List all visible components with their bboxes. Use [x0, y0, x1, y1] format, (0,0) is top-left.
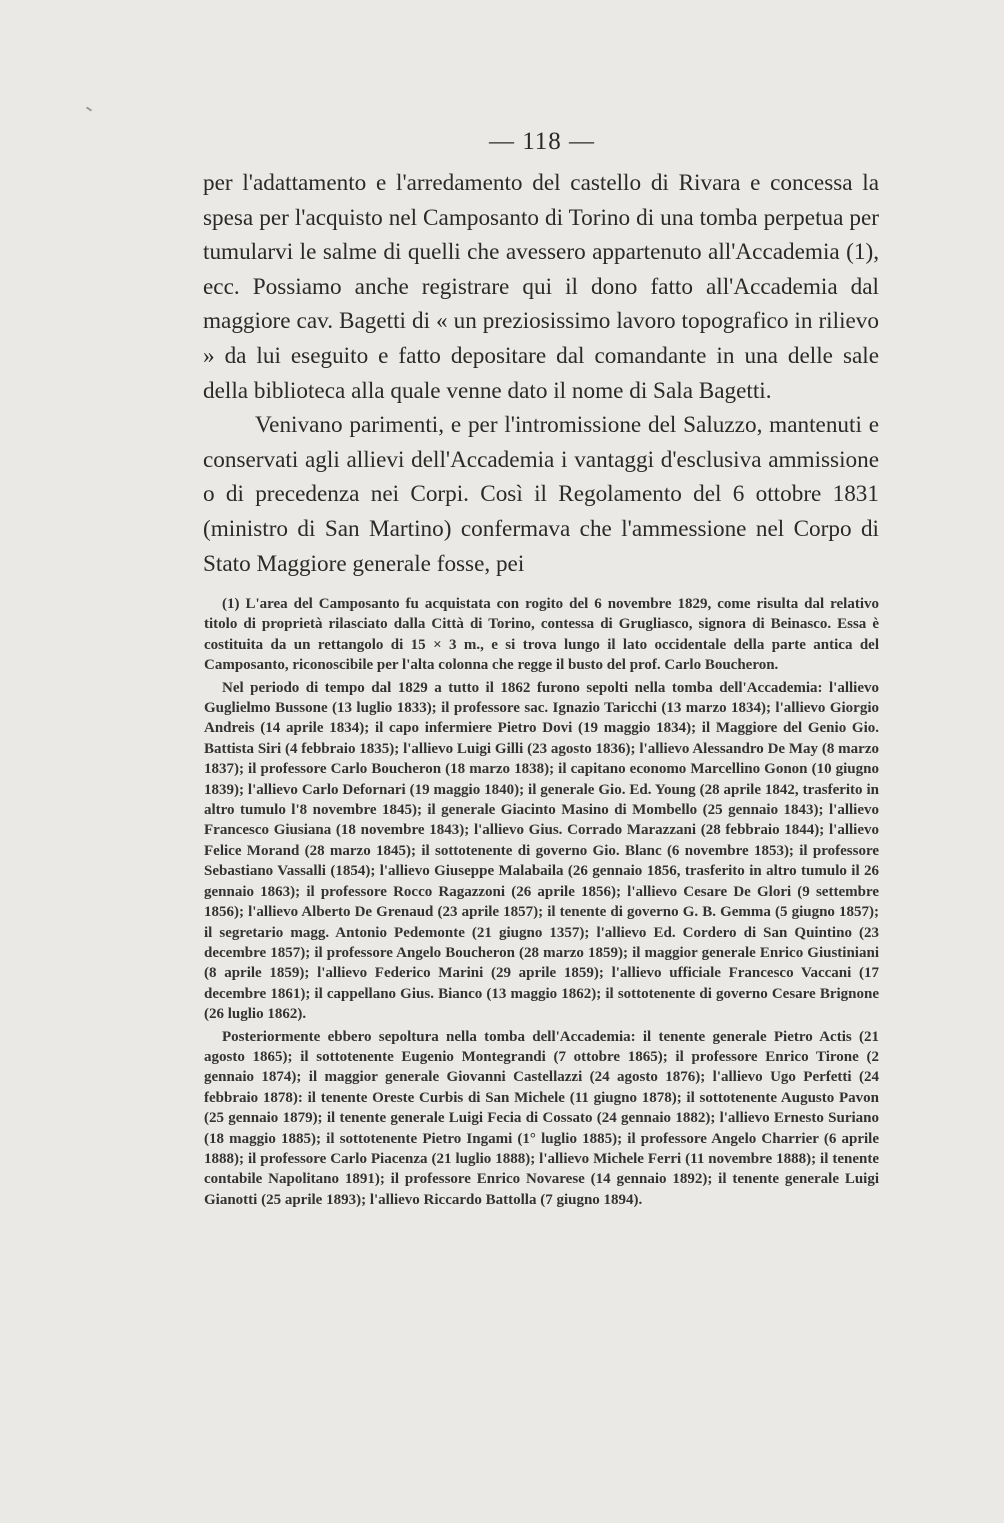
scan-speck — [86, 106, 92, 111]
main-paragraph-1: per l'adattamento e l'arredamento del castello di Rivara e concessa la spesa per l'acquisto nel Camposanto di Torino di una tomba perpetua per tumularvi le salme di quelli che avessero appartenuto all'Accademia (1), ecc. Possiamo anche registrare qui il dono fatto all'Accademia dal maggiore cav. Bagetti di « un preziosissimo lavoro topografico in rilievo » da lui eseguito e fatto depositare dal comandante in una delle sale della biblioteca alla quale venne dato il nome di Sala Bagetti. — [203, 170, 879, 404]
footnote-burials-1829-1862: Nel periodo di tempo dal 1829 a tutto il 1862 furono sepolti nella tomba dell'Accademia: l'allievo Guglielmo Bussone (13 luglio 1833); il professore sac. Ignazio Taricchi (13 marzo 1834); l'allievo Giorgio Andreis (14 aprile 1834); il capo infermiere Pietro Dovi (19 maggio 1834); il Maggiore del Genio Gio. Battista Siri (4 febbraio 1835); l'allievo Luigi Gilli (23 agosto 1836); l'allievo Alessandro De May (8 marzo 1837); il professore Carlo Boucheron (18 marzo 1838); il capitano economo Marcellino Gonon (10 giugno 1839); l'allievo Carlo Defornari (19 maggio 1840); il generale Gio. Ed. Young (28 aprile 1842, trasferito in altro tumulo l'8 novembre 1845); il generale Giacinto Masino di Mombello (25 gennaio 1843); l'allievo Francesco Giusiana (18 novembre 1843); l'allievo Gius. Corrado Marazzani (28 febbraio 1844); l'allievo Felice Morand (28 marzo 1845); il sottotenente di governo Gio. Blanc (6 novembre 1853); il professore Sebastiano Vassalli (1854); l'allievo Giuseppe Malabaila (26 gennaio 1856, trasferito in altro tumulo il 26 gennaio 1863); il professore Rocco Ragazzoni (26 aprile 1856); l'allievo Cesare De Glori (9 settembre 1856); l'allievo Alberto De Grenaud (23 aprile 1857); il tenente di governo G. B. Gemma (5 giugno 1857); il segretario magg. Antonio Pedemonte (21 giugno 1357); l'allievo Ed. Cordero di San Quintino (23 decembre 1857); il professore Angelo Boucheron (28 marzo 1859); il maggior generale Enrico Giustiniani (8 aprile 1859); l'allievo Federico Marini (29 aprile 1859); l'allievo ufficiale Francesco Vaccani (17 decembre 1861); il cappellano Gius. Bianco (13 maggio 1862); il sottotenente di governo Cesare Brignone (26 luglio 1862). — [204, 679, 879, 1023]
footnote-burials-later: Posteriormente ebbero sepoltura nella tomba dell'Accademia: il tenente generale Pietro Actis (21 agosto 1865); il sottotenente Eugenio Montegrandi (7 ottobre 1865); il professore Enrico Tirone (2 gennaio 1874); il maggior generale Giovanni Castellazzi (24 agosto 1876); l'allievo Ugo Perfetti (24 febbraio 1878): il tenente Oreste Curbis di San Michele (11 giugno 1878); il sottotenente Augusto Pavon (25 gennaio 1879); il tenente generale Luigi Fecia di Cossato (24 gennaio 1882); l'allievo Ernesto Suriano (18 maggio 1885); il sottotenente Pietro Ingami (1° luglio 1885); il professore Angelo Charrier (6 aprile 1888); il professore Carlo Piacenza (21 luglio 1888); l'allievo Michele Ferri (11 novembre 1888); il tenente contabile Napolitano 1891); il professore Enrico Novarese (14 gennaio 1892); il tenente generale Luigi Gianotti (25 aprile 1893); l'allievo Riccardo Battolla (7 giugno 1894). — [204, 1028, 879, 1208]
main-paragraph-2: Venivano parimenti, e per l'intromissione del Saluzzo, mantenuti e conservati agli allievi dell'Accademia i vantaggi d'esclusiva ammissione o di precedenza nei Corpi. Così il Regolamento del 6 ottobre 1831 (ministro di San Martino) confermava che l'ammessione nel Corpo di Stato Maggiore generale fosse, pei — [203, 412, 879, 577]
page-number: — 118 — — [488, 128, 596, 155]
footnotes — [204, 594, 879, 1210]
main-text — [203, 166, 879, 581]
footnote-1: (1) L'area del Camposanto fu acquistata con rogito del 6 novembre 1829, come risulta dal relativo titolo di proprietà rilasciato dalla Città di Torino, contessa di Grugliasco, signora di Beinasco. Essa è costituita da un rettangolo di 15 × 3 m., e si trova lungo il lato occidentale della parte antica del Camposanto, riconoscibile per l'alta colonna che regge il busto del prof. Carlo Boucheron. — [204, 596, 879, 674]
